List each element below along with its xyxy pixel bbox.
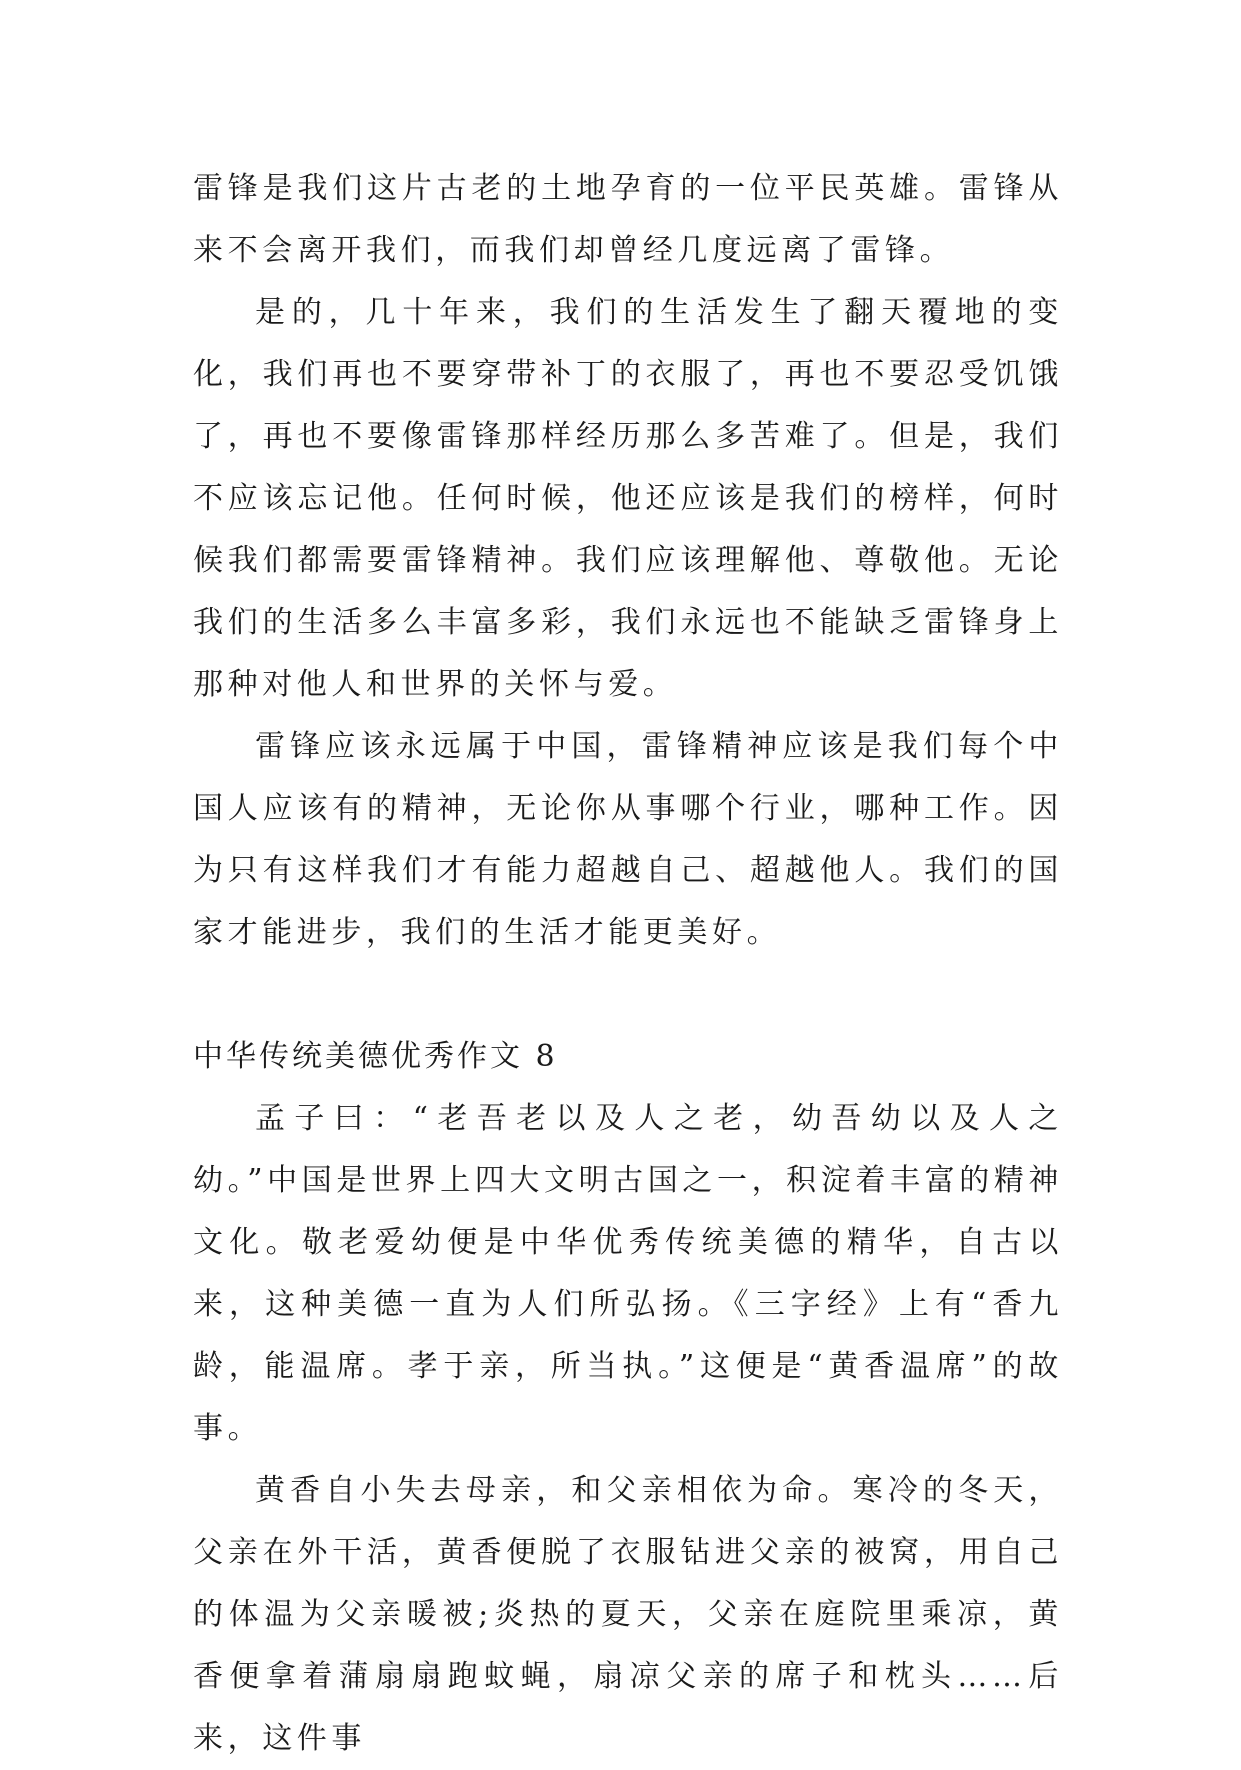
paragraph-huangxiang: 黄香自小失去母亲，和父亲相依为命。寒冷的冬天，父亲在外干活，黄香便脱了衣服钻进父亲的被窝，用自己的体温为父亲暖被;炎热的夏天，父亲在庭院里乘凉，黄香便拿着蒲扇扇跑蚊蝇，扇凉父亲的席子和枕头……后来，这件事 (193, 1473, 1063, 1756)
paragraph-leifeng-remember: 是的，几十年来，我们的生活发生了翻天覆地的变化，我们再也不要穿带补丁的衣服了，再也不要忍受饥饿了，再也不要像雷锋那样经历那么多苦难了。但是，我们不应该忘记他。任何时候，他还应该是我们的榜样，何时候我们都需要雷锋精神。我们应该理解他、尊敬他。无论我们的生活多么丰富多彩，我们永远也不能缺乏雷锋身上那种对他人和世界的关怀与爱。 (193, 295, 1063, 702)
section-title: 中华传统美德优秀作文 8 (193, 1039, 558, 1074)
paragraph-leifeng-hero: 雷锋是我们这片古老的土地孕育的一位平民英雄。雷锋从来不会离开我们，而我们却曾经几度远离了雷锋。 (193, 171, 1063, 268)
paragraph-mencius: 孟子曰：“老吾老以及人之老，幼吾幼以及人之幼。”中国是世界上四大文明古国之一，积淀着丰富的精神文化。敬老爱幼便是中华优秀传统美德的精华，自古以来，这种美德一直为人们所弘扬。《三字经》上有“香九龄，能温席。孝于亲，所当执。”这便是“黄香温席”的故事。 (193, 1101, 1063, 1446)
document-body (193, 158, 1063, 1770)
paragraph-leifeng-spirit: 雷锋应该永远属于中国，雷锋精神应该是我们每个中国人应该有的精神，无论你从事哪个行业，哪种工作。因为只有这样我们才有能力超越自己、超越他人。我们的国家才能进步，我们的生活才能更美好。 (193, 729, 1063, 950)
